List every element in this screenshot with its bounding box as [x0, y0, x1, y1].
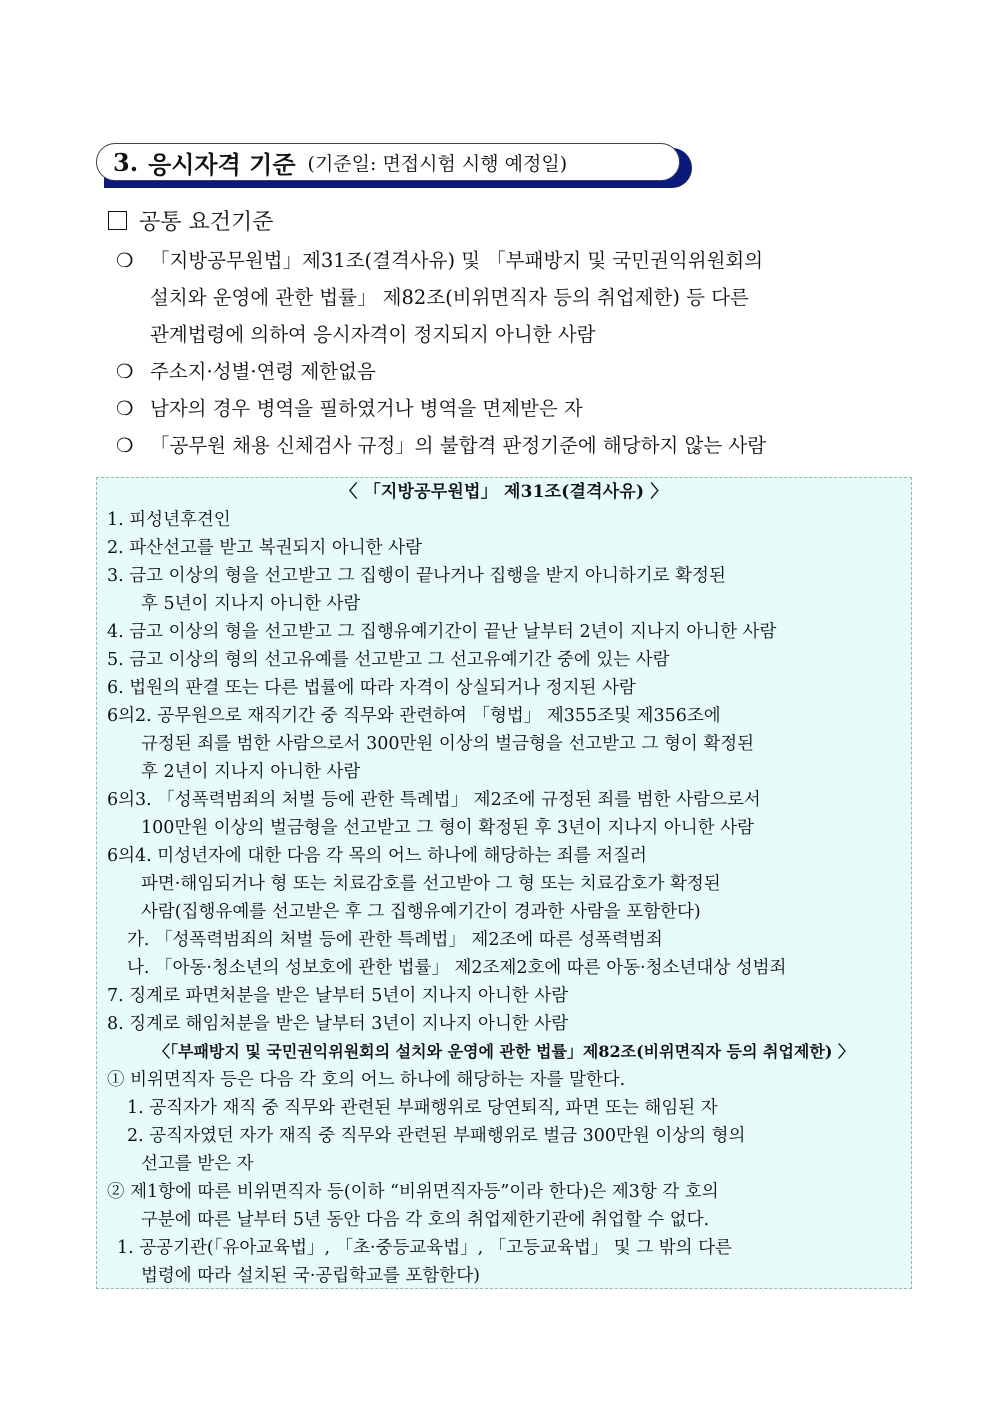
article-line: 7. 징계로 파면처분을 받은 날부터 5년이 지나지 아니한 사람	[107, 986, 569, 1006]
article-line: 나. 「아동·청소년의 성보호에 관한 법률」 제2조제2호에 따른 아동·청소년대상 성범죄	[127, 958, 787, 978]
circle-bullet-icon: ❍	[116, 360, 134, 383]
article-line: 가. 「성폭력범죄의 처벌 등에 관한 특례법」 제2조에 따른 성폭력범죄	[127, 930, 663, 950]
section-title: 응시자격 기준	[148, 149, 296, 179]
requirement-text: 주소지·성별·연령 제한없음	[150, 360, 376, 383]
article-line: 선고를 받은 자	[141, 1154, 254, 1174]
articles-list-1	[97, 506, 911, 1038]
article-line: ② 제1항에 따른 비위면직자 등(이하 “비위면직자등”이라 한다)은 제3항 각 호의	[107, 1182, 719, 1202]
article-line: 후 5년이 지나지 아니한 사람	[141, 594, 361, 614]
box-heading-2: 〈「부패방지 및 국민권익위원회의 설치와 운영에 관한 법률」제82조(비위면직자 등의 취업제한) 〉	[154, 1042, 854, 1061]
article-line: 1. 피성년후견인	[107, 510, 231, 530]
requirement-text: 설치와 운영에 관한 법률」 제82조(비위면직자 등의 취업제한) 등 다른	[150, 286, 749, 309]
requirement-text: 관계법령에 의하여 응시자격이 정지되지 아니한 사람	[150, 323, 596, 346]
box-heading-1: 〈 「지방공무원법」 제31조(결격사유) 〉	[340, 482, 668, 502]
section-subtitle: (기준일: 면접시험 시행 예정일)	[307, 152, 568, 175]
circle-bullet-icon: ❍	[116, 434, 134, 457]
article-line: 6의4. 미성년자에 대한 다음 각 목의 어느 하나에 해당하는 죄를 저질러	[107, 846, 647, 866]
requirement-item	[116, 242, 906, 353]
section-number: 3.	[113, 147, 139, 177]
article-line: 2. 공직자였던 자가 재직 중 직무와 관련된 부패행위로 벌금 300만원 이상의 형의	[127, 1126, 746, 1146]
subheading-text: 공통 요건기준	[139, 210, 274, 235]
article-line: 6. 법원의 판결 또는 다른 법률에 따라 자격이 상실되거나 정지된 사람	[107, 678, 636, 698]
article-line: 3. 금고 이상의 형을 선고받고 그 집행이 끝나거나 집행을 받지 아니하기로 확정된	[107, 566, 726, 586]
subheading	[108, 205, 274, 236]
article-line: 구분에 따른 날부터 5년 동안 다음 각 호의 취업제한기관에 취업할 수 없다.	[141, 1210, 710, 1230]
article-line: 6의3. 「성폭력범죄의 처벌 등에 관한 특례법」 제2조에 규정된 죄를 범한 사람으로서	[107, 790, 761, 810]
checkbox-icon	[108, 211, 127, 230]
article-line: 파면·해임되거나 형 또는 치료감호를 선고받아 그 형 또는 치료감호가 확정된	[141, 874, 721, 894]
article-line: 2. 파산선고를 받고 복권되지 아니한 사람	[107, 538, 422, 558]
section-header	[96, 143, 692, 187]
article-line: 5. 금고 이상의 형의 선고유예를 선고받고 그 선고유예기간 중에 있는 사람	[107, 650, 670, 670]
article-line: 8. 징계로 해임처분을 받은 날부터 3년이 지나지 아니한 사람	[107, 1014, 569, 1034]
requirement-item	[116, 390, 906, 427]
article-line: 사람(집행유예를 선고받은 후 그 집행유예기간이 경과한 사람을 포함한다)	[141, 902, 701, 922]
article-line: 6의2. 공무원으로 재직기간 중 직무와 관련하여 「형법」 제355조및 제356조에	[107, 706, 721, 726]
article-line: ① 비위면직자 등은 다음 각 호의 어느 하나에 해당하는 자를 말한다.	[107, 1070, 626, 1090]
article-line: 100만원 이상의 벌금형을 선고받고 그 형이 확정된 후 3년이 지나지 아니한 사람	[141, 818, 754, 838]
legal-reference-box	[96, 477, 912, 1289]
article-line: 1. 공직자가 재직 중 직무와 관련된 부패행위로 당연퇴직, 파면 또는 해임된 자	[127, 1098, 718, 1118]
requirement-item	[116, 353, 906, 390]
circle-bullet-icon: ❍	[116, 397, 134, 420]
articles-list-2	[97, 1066, 911, 1290]
article-line: 후 2년이 지나지 아니한 사람	[141, 762, 361, 782]
article-line: 법령에 따라 설치된 국·공립학교를 포함한다)	[141, 1266, 480, 1286]
article-line: 규정된 죄를 범한 사람으로서 300만원 이상의 벌금형을 선고받고 그 형이 확정된	[141, 734, 755, 754]
article-line: 1. 공공기관(「유아교육법」, 「초·중등교육법」, 「고등교육법」 및 그 밖의 다른	[117, 1238, 732, 1258]
article-line: 4. 금고 이상의 형을 선고받고 그 집행유예기간이 끝난 날부터 2년이 지나지 아니한 사람	[107, 622, 777, 642]
requirement-text: 「공무원 채용 신체검사 규정」의 불합격 판정기준에 해당하지 않는 사람	[150, 434, 767, 457]
header-pill	[96, 143, 680, 181]
circle-bullet-icon: ❍	[116, 249, 134, 272]
requirement-item	[116, 427, 906, 464]
requirement-list	[116, 242, 906, 464]
requirement-text: 「지방공무원법」제31조(결격사유) 및 「부패방지 및 국민권익위원회의	[150, 249, 764, 272]
requirement-text: 남자의 경우 병역을 필하였거나 병역을 면제받은 자	[150, 397, 583, 420]
